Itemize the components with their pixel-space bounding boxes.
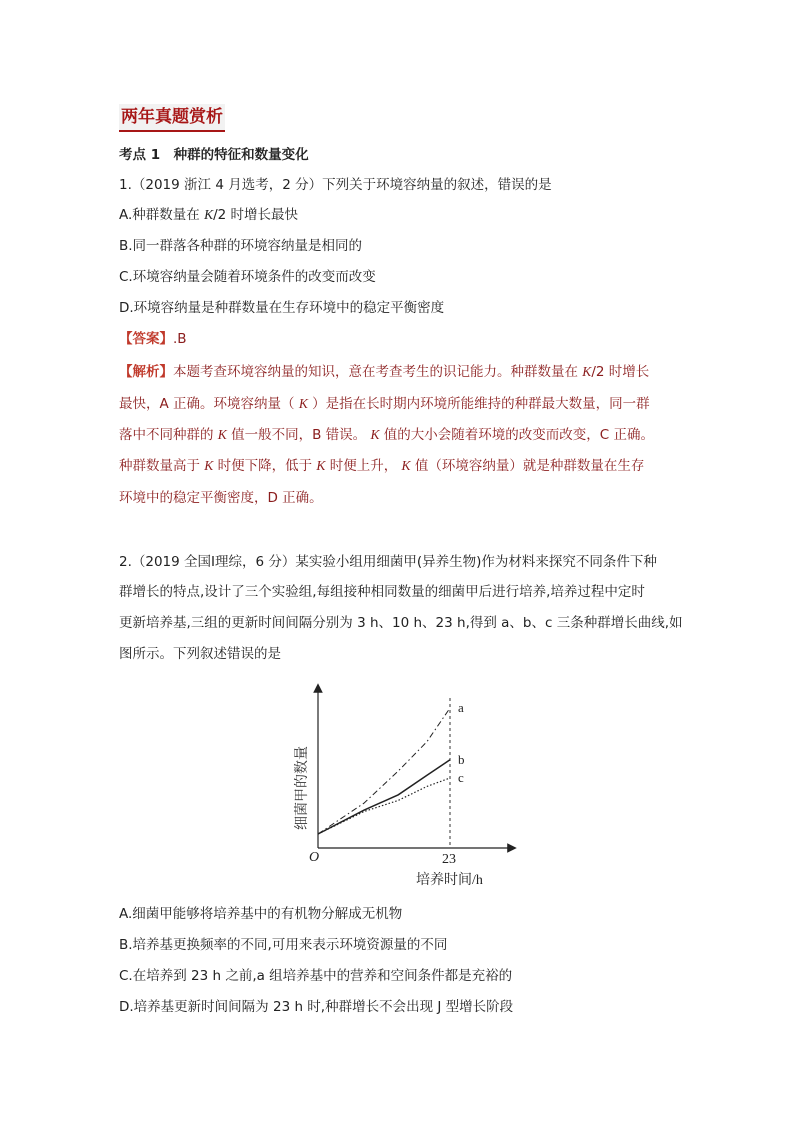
analysis-text: 最快，A 正确。环境容纳量（ — [119, 396, 299, 412]
q1-analysis-line-4 — [119, 456, 644, 476]
q2-stem-line-2: 群增长的特点,设计了三个实验组,每组接种相同数量的细菌甲后进行培养,培养过程中定时 — [119, 584, 645, 600]
analysis-text: 值一般不同，B 错误。 — [226, 427, 371, 443]
analysis-text: 本题考查环境容纳量的知识，意在考查考生的识记能力。种群数量在 — [173, 364, 583, 380]
series-a-label: a — [458, 700, 464, 715]
analysis-text: /2 时增长 — [591, 364, 650, 380]
q1-option-d: D.环境容纳量是种群数量在生存环境中的稳定平衡密度 — [119, 300, 445, 316]
q1-option-b: B.同一群落各种群的环境容纳量是相同的 — [119, 238, 363, 254]
q1-answer — [119, 329, 187, 349]
q2-stem-line-1: 2.（2019 全国Ⅰ理综，6 分）某实验小组用细菌甲(异养生物)作为材料来探究不同条件下种 — [119, 554, 657, 570]
origin-label: O — [309, 850, 320, 865]
section-title: 两年真题赏析 — [119, 104, 225, 132]
q2-stem-line-3: 更新培养基,三组的更新时间间隔分别为 3 h、10 h、23 h,得到 a、b、c 三条种群增长曲线,如 — [119, 615, 683, 631]
q1-analysis-line-5: 环境中的稳定平衡密度，D 正确。 — [119, 490, 323, 506]
q2-option-d: D.培养基更新时间间隔为 23 h 时,种群增长不会出现 J 型增长阶段 — [119, 999, 514, 1015]
answer-value: .B — [173, 331, 187, 347]
analysis-text: 值的大小会随着环境的改变而改变，C 正确。 — [379, 427, 654, 443]
analysis-label: 【解析】 — [119, 364, 173, 380]
answer-label: 【答案】 — [119, 331, 173, 347]
analysis-text: ）是指在长时期内环境所能维持的种群最大数量，同一群 — [307, 396, 650, 412]
y-axis-label: 细菌甲的数量 — [295, 746, 310, 830]
analysis-k: K — [582, 364, 592, 379]
population-growth-figure — [280, 678, 520, 892]
analysis-k: K — [204, 458, 214, 473]
q2-option-a: A.细菌甲能够将培养基中的有机物分解成无机物 — [119, 906, 403, 922]
q2-stem-line-4: 图所示。下列叙述错误的是 — [119, 646, 281, 662]
analysis-k: K — [298, 396, 308, 411]
analysis-text: 落中不同种群的 — [119, 427, 218, 443]
analysis-text: 时便下降，低于 — [213, 458, 317, 474]
x-axis-label: 培养时间/h — [416, 873, 483, 888]
series-c-label: c — [458, 770, 464, 785]
series-a-line — [318, 708, 450, 834]
series-c-line — [318, 778, 450, 834]
q2-option-b: B.培养基更换频率的不同,可用来表示环境资源量的不同 — [119, 937, 448, 953]
analysis-text: 时便上升， — [325, 458, 402, 474]
analysis-text: 种群数量高于 — [119, 458, 205, 474]
q2-option-c: C.在培养到 23 h 之前,a 组培养基中的营养和空间条件都是充裕的 — [119, 968, 513, 984]
q1-option-a — [119, 205, 298, 225]
q1-option-c: C.环境容纳量会随着环境条件的改变而改变 — [119, 269, 376, 285]
series-layer — [318, 700, 465, 834]
topic-heading: 考点 1 种群的特征和数量变化 — [119, 147, 309, 163]
analysis-k: K — [370, 427, 380, 442]
x-tick-label: 23 — [442, 852, 456, 867]
analysis-k: K — [217, 427, 227, 442]
series-b-label: b — [458, 751, 465, 767]
q1-analysis-line-2 — [119, 394, 650, 414]
q1-option-a-prefix: A.种群数量在 — [119, 207, 205, 223]
analysis-text: 值（环境容纳量）就是种群数量在生存 — [410, 458, 645, 474]
q1-option-a-k: K — [204, 207, 214, 222]
analysis-k: K — [316, 458, 326, 473]
q1-analysis-line-3 — [119, 425, 654, 445]
q1-analysis-line-1 — [119, 362, 649, 382]
series-b-line — [318, 760, 450, 834]
analysis-k: K — [401, 458, 411, 473]
q1-stem: 1.（2019 浙江 4 月选考，2 分）下列关于环境容纳量的叙述，错误的是 — [119, 177, 552, 193]
q1-option-a-suffix: /2 时增长最快 — [213, 207, 299, 223]
